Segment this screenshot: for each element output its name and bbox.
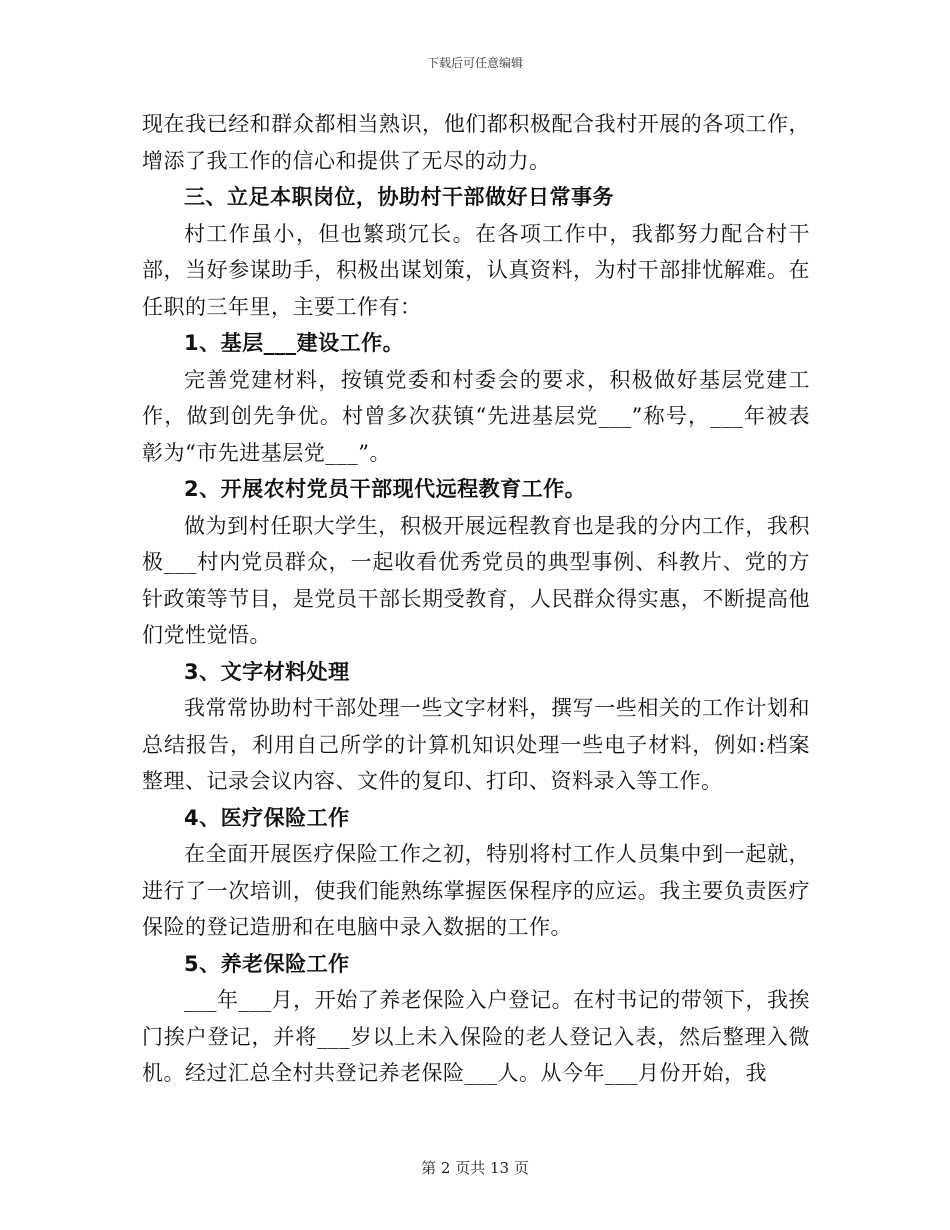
section-heading-3: 三、立足本职岗位，协助村干部做好日常事务	[184, 185, 614, 209]
page-footer: 第 2 页共 13 页	[421, 1159, 529, 1177]
subheading-5: 5、养老保险工作	[184, 951, 350, 976]
paragraph-pension-insurance: ___年___月，开始了养老保险入户登记。在村书记的带领下，我挨门挨户登记，并将___岁以上未入保险的老人登记入表，然后整理入微机。经过汇总全村共登记养老保险___人。从今年___月份开始，我	[142, 988, 810, 1085]
subheading-2: 2、开展农村党员干部现代远程教育工作。	[184, 477, 587, 501]
subheading-3: 3、文字材料处理	[184, 659, 350, 684]
paragraph-remote-education: 做为到村任职大学生，积极开展远程教育也是我的分内工作，我积极___村内党员群众，一起收看优秀党员的典型事例、科教片、党的方针政策等节目，是党员干部长期受教育，人民群众得实惠，不断提高他们党性觉悟。	[142, 513, 810, 647]
paragraph-text-materials: 我常常协助村干部处理一些文字材料，撰写一些相关的工作计划和总结报告，利用自己所学的计算机知识处理一些电子材料，例如:档案整理、记录会议内容、文件的复印、打印、资料录入等工作。	[142, 696, 810, 793]
page-header: 下载后可任意编辑	[426, 56, 523, 70]
document-body	[142, 106, 810, 1092]
subheading-1: 1、基层___建设工作。	[184, 331, 405, 355]
paragraph-intro: 村工作虽小，但也繁琐冗长。在各项工作中，我都努力配合村干部，当好参谋助手，积极出谋划策，认真资料，为村干部排忧解难。在任职的三年里，主要工作有：	[142, 221, 810, 319]
subheading-4: 4、医疗保险工作	[184, 805, 350, 830]
paragraph-continuation: 现在我已经和群众都相当熟识，他们都积极配合我村开展的各项工作，增添了我工作的信心和提供了无尽的动力。	[142, 112, 810, 173]
paragraph-medical-insurance: 在全面开展医疗保险工作之初，特别将村工作人员集中到一起就，进行了一次培训，使我们能熟练掌握医保程序的应运。我主要负责医疗保险的登记造册和在电脑中录入数据的工作。	[142, 842, 810, 939]
paragraph-party-building: 完善党建材料，按镇党委和村委会的要求，积极做好基层党建工作，做到创先争优。村曾多次获镇“先进基层党___”称号，___年被表彰为“市先进基层党___”。	[142, 367, 810, 465]
